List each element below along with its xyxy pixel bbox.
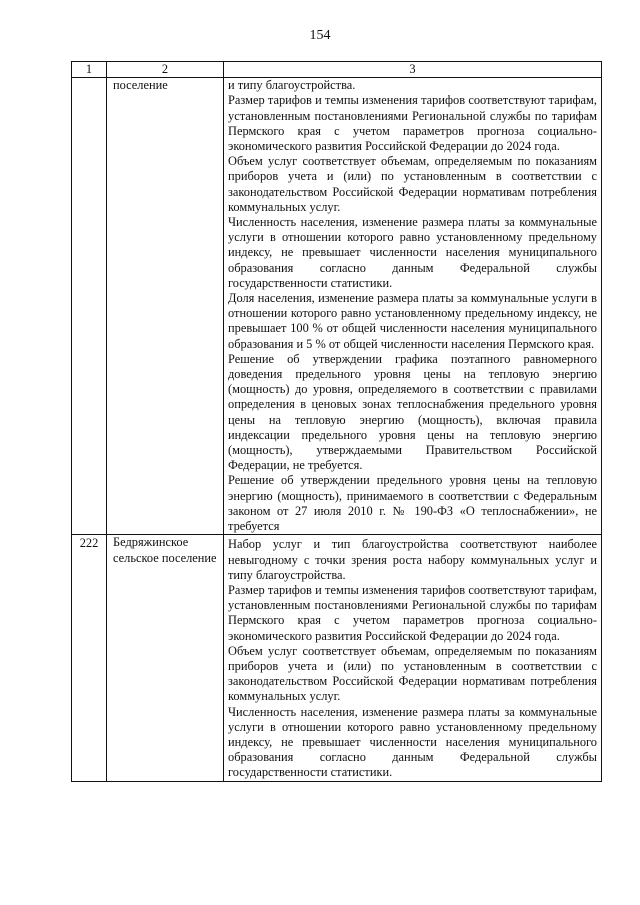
paragraph: Решение об утверждении предельного уровня цены на тепловую энергию (мощность), принимаемого в соответствии с Федеральным законом от 27 июля 2010 г. № 190-ФЗ «О теплоснабжении», не требуется bbox=[228, 473, 597, 534]
conditions-cell bbox=[224, 535, 602, 781]
paragraph: Размер тарифов и темпы изменения тарифов соответствуют тарифам, установленным постановлениями Региональной службы по тарифам Пермского края с учетом параметров прогноза социально-экономического развития Российской Федерации до 2024 года. bbox=[228, 582, 597, 643]
table-row bbox=[72, 535, 602, 781]
column-header-1: 1 bbox=[72, 62, 107, 78]
row-number bbox=[72, 78, 107, 535]
conditions-cell bbox=[224, 78, 602, 535]
table-header-row bbox=[72, 62, 602, 78]
municipality-name: поселение bbox=[107, 78, 224, 535]
paragraph: Размер тарифов и темпы изменения тарифов соответствуют тарифам, установленным постановлениями Региональной службы по тарифам Пермского края с учетом параметров прогноза социально-экономического развития Российской Федерации до 2024 года. bbox=[228, 93, 597, 154]
paragraph: Объем услуг соответствует объемам, определяемым по показаниям приборов учета и (или) по установленным в соответствии с законодательством Российской Федерации нормативам потребления коммунальных услуг. bbox=[228, 643, 597, 704]
column-header-3: 3 bbox=[224, 62, 602, 78]
data-table bbox=[71, 61, 602, 782]
paragraph: Набор услуг и тип благоустройства соответствуют наиболее невыгодному с точки зрения роста набору коммунальных услуг и типу благоустройства. bbox=[228, 537, 597, 582]
table-row bbox=[72, 78, 602, 535]
paragraph: и типу благоустройства. bbox=[228, 78, 356, 93]
column-header-2: 2 bbox=[107, 62, 224, 78]
paragraph: Численность населения, изменение размера платы за коммунальные услуги в отношении которого равно установленному предельному индексу, не превышает численности населения муниципального образования согласно данным Федеральной службы государственности статистики. bbox=[228, 215, 597, 290]
paragraph: Объем услуг соответствует объемам, определяемым по показаниям приборов учета и (или) по установленным в соответствии с законодательством Российской Федерации нормативам потребления коммунальных услуг. bbox=[228, 154, 597, 214]
paragraph: Численность населения, изменение размера платы за коммунальные услуги в отношении которого равно установленному предельному индексу, не превышает численности населения муниципального образования согласно данным Федеральной службы государственности статистики. bbox=[228, 704, 597, 780]
row-number: 222 bbox=[72, 535, 107, 781]
page-number: 154 bbox=[309, 28, 331, 43]
paragraph: Доля населения, изменение размера платы за коммунальные услуги в отношении которого равно установленному предельному индексу, не превышает 100 % от общей численности населения муниципального образования и 5 % от общей численности населения Пермского края. bbox=[228, 291, 597, 351]
municipality-name: Бедряжинское сельское поселение bbox=[107, 535, 224, 781]
paragraph: Решение об утверждении графика поэтапного равномерного доведения предельного уровня цены на тепловую энергию (мощность) до уровня, определяемого в соответствии с правилами определения в ценовых зонах теплоснабжения предельного уровня цены на тепловую энергию (мощность), включая правила индексации предельного уровня цены на тепловую энергию (мощность), утверждаемыми Правительством Российской Федерации, не требуется. bbox=[228, 351, 597, 473]
